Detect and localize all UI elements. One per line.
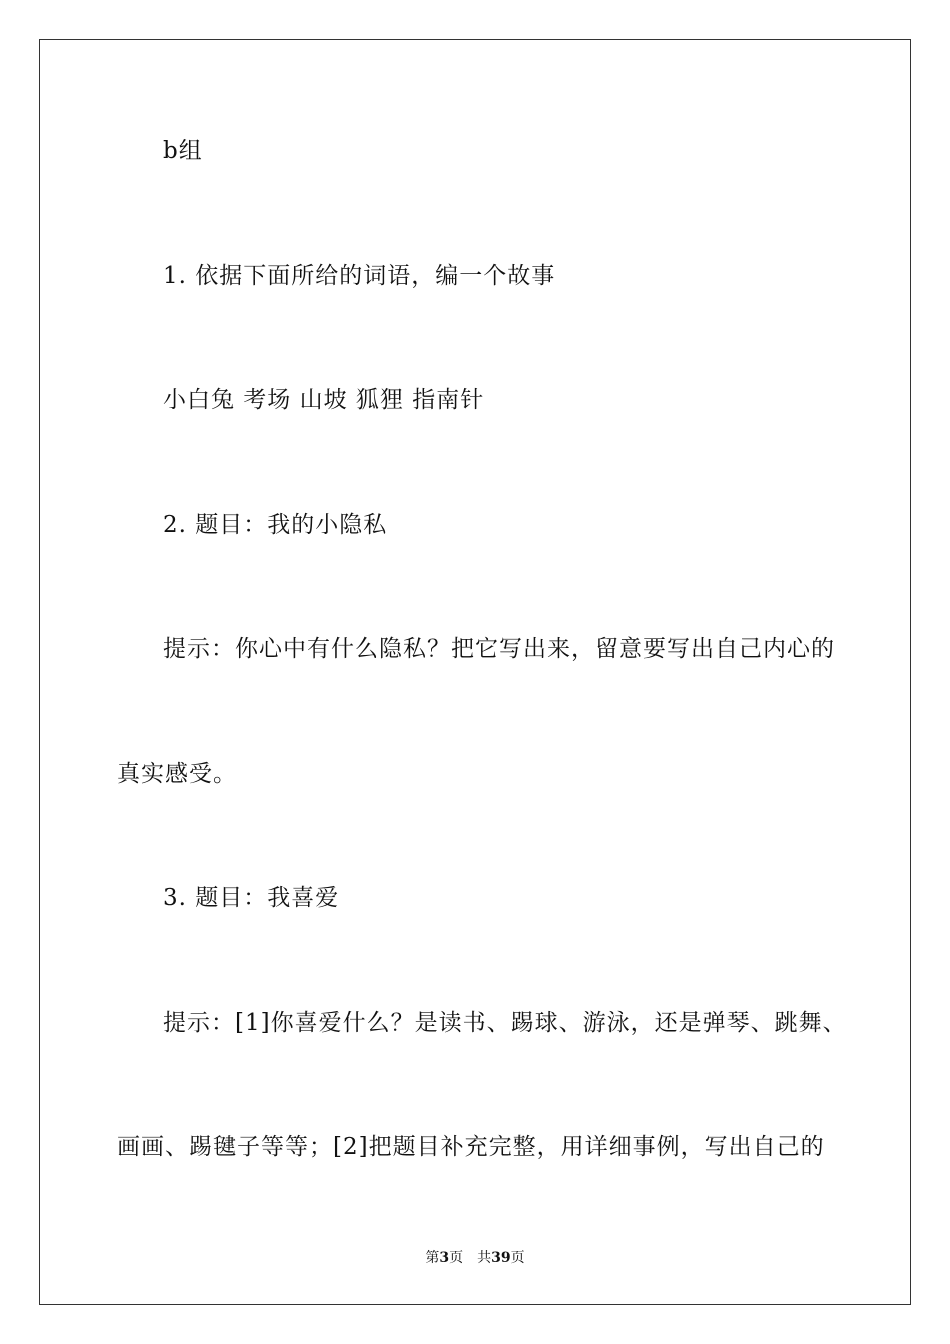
hint-3-line-2: 画画、踢毽子等等；[2]把题目补充完整，用详细事例，写出自己的 xyxy=(117,1134,825,1160)
section-heading: b组 xyxy=(163,138,203,164)
question-3: 3. 题目：我喜爱 xyxy=(163,885,340,911)
footer-total-prefix: 共 xyxy=(477,1250,492,1266)
footer-total-pages: 39 xyxy=(491,1250,511,1266)
hint-3-line-1: 提示：[1]你喜爱什么？是读书、踢球、游泳，还是弹琴、跳舞、 xyxy=(163,1010,847,1036)
hint-2-line-2: 真实感受。 xyxy=(117,761,237,787)
page-border xyxy=(39,39,911,1305)
footer-page-suffix: 页 xyxy=(449,1250,464,1266)
question-2: 2. 题目：我的小隐私 xyxy=(163,512,388,538)
footer-page-prefix: 第 xyxy=(425,1250,440,1266)
question-1: 1. 依据下面所给的词语，编一个故事 xyxy=(163,263,556,289)
word-list: 小白兔 考场 山坡 狐狸 指南针 xyxy=(163,387,485,413)
footer-total-suffix: 页 xyxy=(510,1250,525,1266)
page-footer xyxy=(0,1249,950,1267)
hint-2-line-1: 提示：你心中有什么隐私？把它写出来，留意要写出自己内心的 xyxy=(163,636,835,662)
footer-page-number: 3 xyxy=(439,1250,450,1266)
